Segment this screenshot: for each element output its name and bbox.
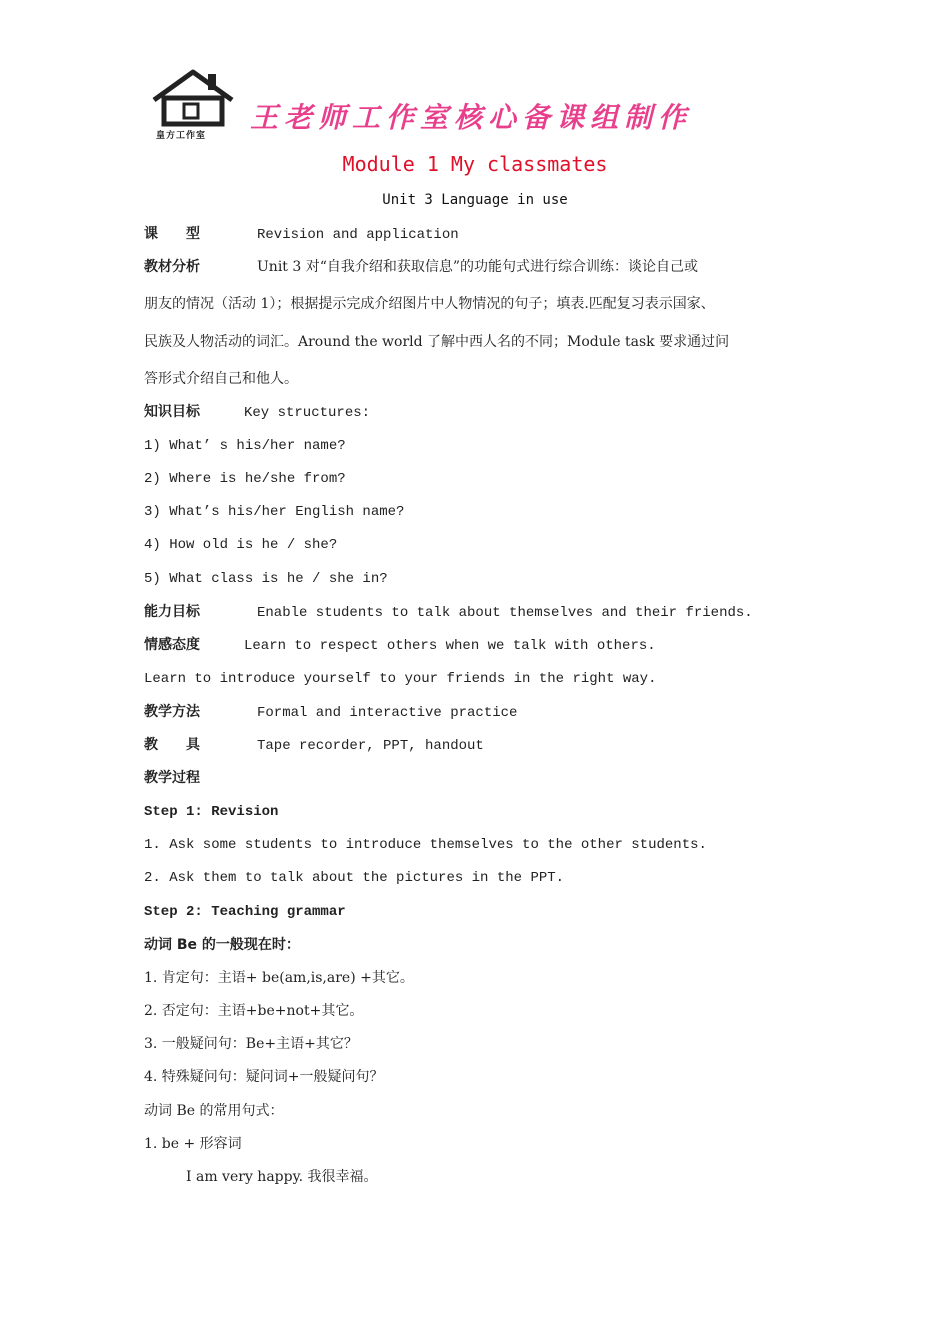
analysis-line-2: 朋友的情况（活动 1）；根据提示完成介绍图片中人物情况的句子；填表.匹配复习表示国家、	[144, 296, 715, 312]
knowledge-item: 5) What class is he / she in?	[144, 571, 388, 587]
header	[150, 66, 800, 146]
step1-item: 1. Ask some students to introduce themselves to the other students.	[144, 837, 707, 853]
pattern-1: 1. be + 形容词	[144, 1136, 242, 1152]
analysis-line-4: 答形式介绍自己和他人。	[144, 371, 298, 387]
banner-text: 王老师工作室核心备课组制作	[250, 101, 693, 134]
analysis-line-3: 民族及人物活动的词汇。Around the world 了解中西人名的不同；Module task 要求通过问	[144, 334, 730, 350]
emotion-label: 情感态度	[144, 637, 200, 653]
common-patterns-label: 动词 Be 的常用句式：	[144, 1103, 284, 1119]
ability-row	[144, 602, 753, 623]
tools-label: 教 具	[144, 737, 200, 753]
page-subtitle: Unit 3 Language in use	[382, 192, 568, 208]
lesson-type-label: 课 型	[144, 226, 200, 242]
emotion-row	[144, 635, 656, 656]
step2-subheading: 动词 Be 的一般现在时：	[144, 937, 300, 953]
method-label: 教学方法	[144, 704, 200, 720]
knowledge-row	[144, 402, 370, 423]
grammar-item: 4. 特殊疑问句：疑问词+一般疑问句？	[144, 1069, 384, 1085]
method-value: Formal and interactive practice	[257, 705, 518, 721]
knowledge-item: 1) What’ s his/her name?	[144, 438, 346, 454]
knowledge-item: 2) Where is he/she from?	[144, 471, 346, 487]
method-row	[144, 702, 517, 723]
page-title: Module 1 My classmates	[342, 152, 608, 176]
analysis-line-1: Unit 3 对“自我介绍和获取信息”的功能句式进行综合训练：谈论自己或	[257, 259, 699, 275]
knowledge-item: 4) How old is he / she?	[144, 537, 338, 553]
logo-caption: 皇方工作室	[156, 131, 207, 141]
knowledge-label: 知识目标	[144, 404, 200, 420]
analysis-row	[144, 257, 698, 277]
ability-label: 能力目标	[144, 604, 200, 620]
tools-value: Tape recorder, PPT, handout	[257, 738, 484, 754]
emotion-line-2: Learn to introduce yourself to your friends in the right way.	[144, 671, 657, 687]
knowledge-value: Key structures:	[244, 405, 371, 421]
process-heading: 教学过程	[144, 770, 200, 786]
analysis-label: 教材分析	[144, 259, 200, 275]
step1-item: 2. Ask them to talk about the pictures in the PPT.	[144, 870, 565, 886]
emotion-value: Learn to respect others when we talk with others.	[244, 638, 656, 654]
lesson-type-value: Revision and application	[257, 227, 459, 243]
ability-value: Enable students to talk about themselves and their friends.	[257, 605, 753, 621]
example-1: I am very happy. 我很幸福。	[186, 1169, 378, 1185]
knowledge-item: 3) What’s his/her English name?	[144, 504, 405, 520]
step2-heading: Step 2: Teaching grammar	[144, 904, 346, 920]
grammar-item: 1. 肯定句：主语+ be(am,is,are) +其它。	[144, 970, 414, 986]
grammar-item: 2. 否定句：主语+be+not+其它。	[144, 1003, 364, 1019]
tools-row	[144, 735, 484, 756]
step1-heading: Step 1: Revision	[144, 804, 279, 820]
grammar-item: 3. 一般疑问句：Be+主语+其它？	[144, 1036, 358, 1052]
lesson-type-row	[144, 224, 459, 245]
